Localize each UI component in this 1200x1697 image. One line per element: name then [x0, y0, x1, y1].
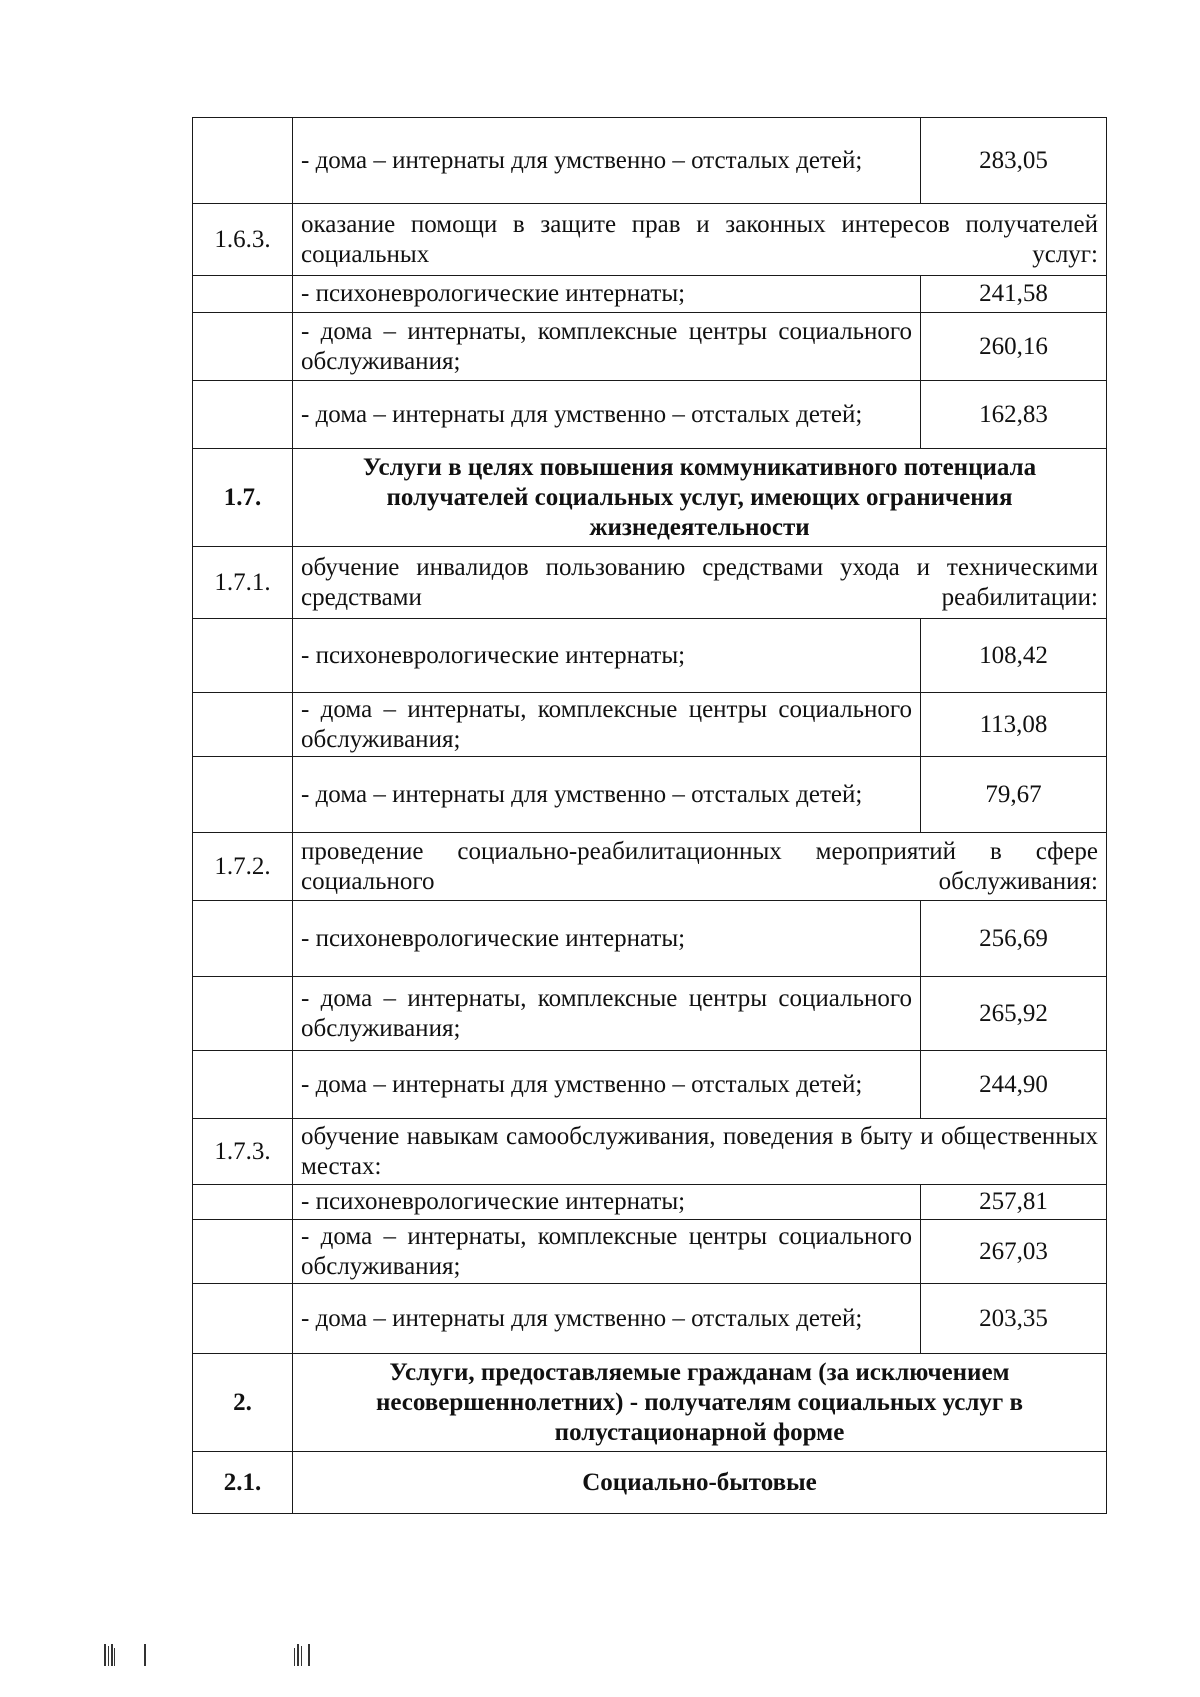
- table-row: [193, 901, 1107, 977]
- row-number: [193, 118, 293, 204]
- table-row: [193, 276, 1107, 313]
- row-description: - дома – интернаты, комплексные центры социального обслуживания;: [293, 977, 921, 1051]
- row-value: 108,42: [921, 619, 1107, 693]
- row-description: - дома – интернаты для умственно – отсталых детей;: [293, 381, 921, 449]
- scan-barcode-mark-right: [294, 1644, 324, 1666]
- row-description: обучение навыкам самообслуживания, поведения в быту и общественных местах:: [293, 1119, 1107, 1185]
- row-value: 256,69: [921, 901, 1107, 977]
- section-heading: Услуги в целях повышения коммуникативного потенциала получателей социальных услуг, имеющих ограничения жизнедеятельности: [293, 449, 1107, 547]
- row-value: 113,08: [921, 693, 1107, 757]
- row-value: 257,81: [921, 1185, 1107, 1220]
- table-row: [193, 833, 1107, 901]
- table-row: [193, 1284, 1107, 1354]
- row-number: [193, 977, 293, 1051]
- row-description: - дома – интернаты для умственно – отсталых детей;: [293, 757, 921, 833]
- row-value: 241,58: [921, 276, 1107, 313]
- row-number: 2.1.: [193, 1452, 293, 1514]
- row-number: [193, 1220, 293, 1284]
- row-description: оказание помощи в защите прав и законных интересов получателей социальных услуг:: [293, 204, 1107, 276]
- row-description: - дома – интернаты для умственно – отсталых детей;: [293, 1284, 921, 1354]
- table-row: [193, 313, 1107, 381]
- row-value: 283,05: [921, 118, 1107, 204]
- row-description: - психоневрологические интернаты;: [293, 901, 921, 977]
- row-description: - дома – интернаты, комплексные центры социального обслуживания;: [293, 693, 921, 757]
- row-value: 162,83: [921, 381, 1107, 449]
- table-row: [193, 757, 1107, 833]
- row-number: 1.7.: [193, 449, 293, 547]
- scan-barcode-mark-left: [104, 1644, 152, 1666]
- section-heading: Услуги, предоставляемые гражданам (за исключением несовершеннолетних) - получателям социальных услуг в полустационарной форме: [293, 1354, 1107, 1452]
- row-number: [193, 619, 293, 693]
- table-row: [193, 1185, 1107, 1220]
- row-number: 1.6.3.: [193, 204, 293, 276]
- table-row: [193, 977, 1107, 1051]
- table-row: [193, 1051, 1107, 1119]
- row-value: 260,16: [921, 313, 1107, 381]
- row-description: обучение инвалидов пользованию средствами ухода и техническими средствами реабилитации:: [293, 547, 1107, 619]
- row-description: - психоневрологические интернаты;: [293, 276, 921, 313]
- table-row: [193, 1119, 1107, 1185]
- row-number: [193, 1284, 293, 1354]
- row-number: [193, 1051, 293, 1119]
- table-row: [193, 381, 1107, 449]
- table-row: [193, 693, 1107, 757]
- section-heading: Социально-бытовые: [293, 1452, 1107, 1514]
- table-row: [193, 619, 1107, 693]
- row-description: проведение социально-реабилитационных мероприятий в сфере социального обслуживания:: [293, 833, 1107, 901]
- row-description: - дома – интернаты для умственно – отсталых детей;: [293, 1051, 921, 1119]
- table-row: [193, 547, 1107, 619]
- row-number: 1.7.2.: [193, 833, 293, 901]
- row-description: - психоневрологические интернаты;: [293, 1185, 921, 1220]
- table-row: [193, 1452, 1107, 1514]
- row-value: 79,67: [921, 757, 1107, 833]
- table-row: [193, 118, 1107, 204]
- row-number: 1.7.1.: [193, 547, 293, 619]
- row-number: [193, 313, 293, 381]
- table-row: [193, 1354, 1107, 1452]
- row-description: - дома – интернаты, комплексные центры социального обслуживания;: [293, 313, 921, 381]
- row-value: 244,90: [921, 1051, 1107, 1119]
- row-number: 1.7.3.: [193, 1119, 293, 1185]
- row-number: [193, 901, 293, 977]
- row-value: 203,35: [921, 1284, 1107, 1354]
- row-description: - психоневрологические интернаты;: [293, 619, 921, 693]
- table-row: [193, 204, 1107, 276]
- row-number: [193, 381, 293, 449]
- row-number: [193, 757, 293, 833]
- row-number: [193, 693, 293, 757]
- tariff-table: [192, 117, 1107, 1514]
- row-number: 2.: [193, 1354, 293, 1452]
- row-description: - дома – интернаты, комплексные центры социального обслуживания;: [293, 1220, 921, 1284]
- table-row: [193, 449, 1107, 547]
- row-number: [193, 276, 293, 313]
- row-description: - дома – интернаты для умственно – отсталых детей;: [293, 118, 921, 204]
- row-value: 267,03: [921, 1220, 1107, 1284]
- row-number: [193, 1185, 293, 1220]
- table-row: [193, 1220, 1107, 1284]
- row-value: 265,92: [921, 977, 1107, 1051]
